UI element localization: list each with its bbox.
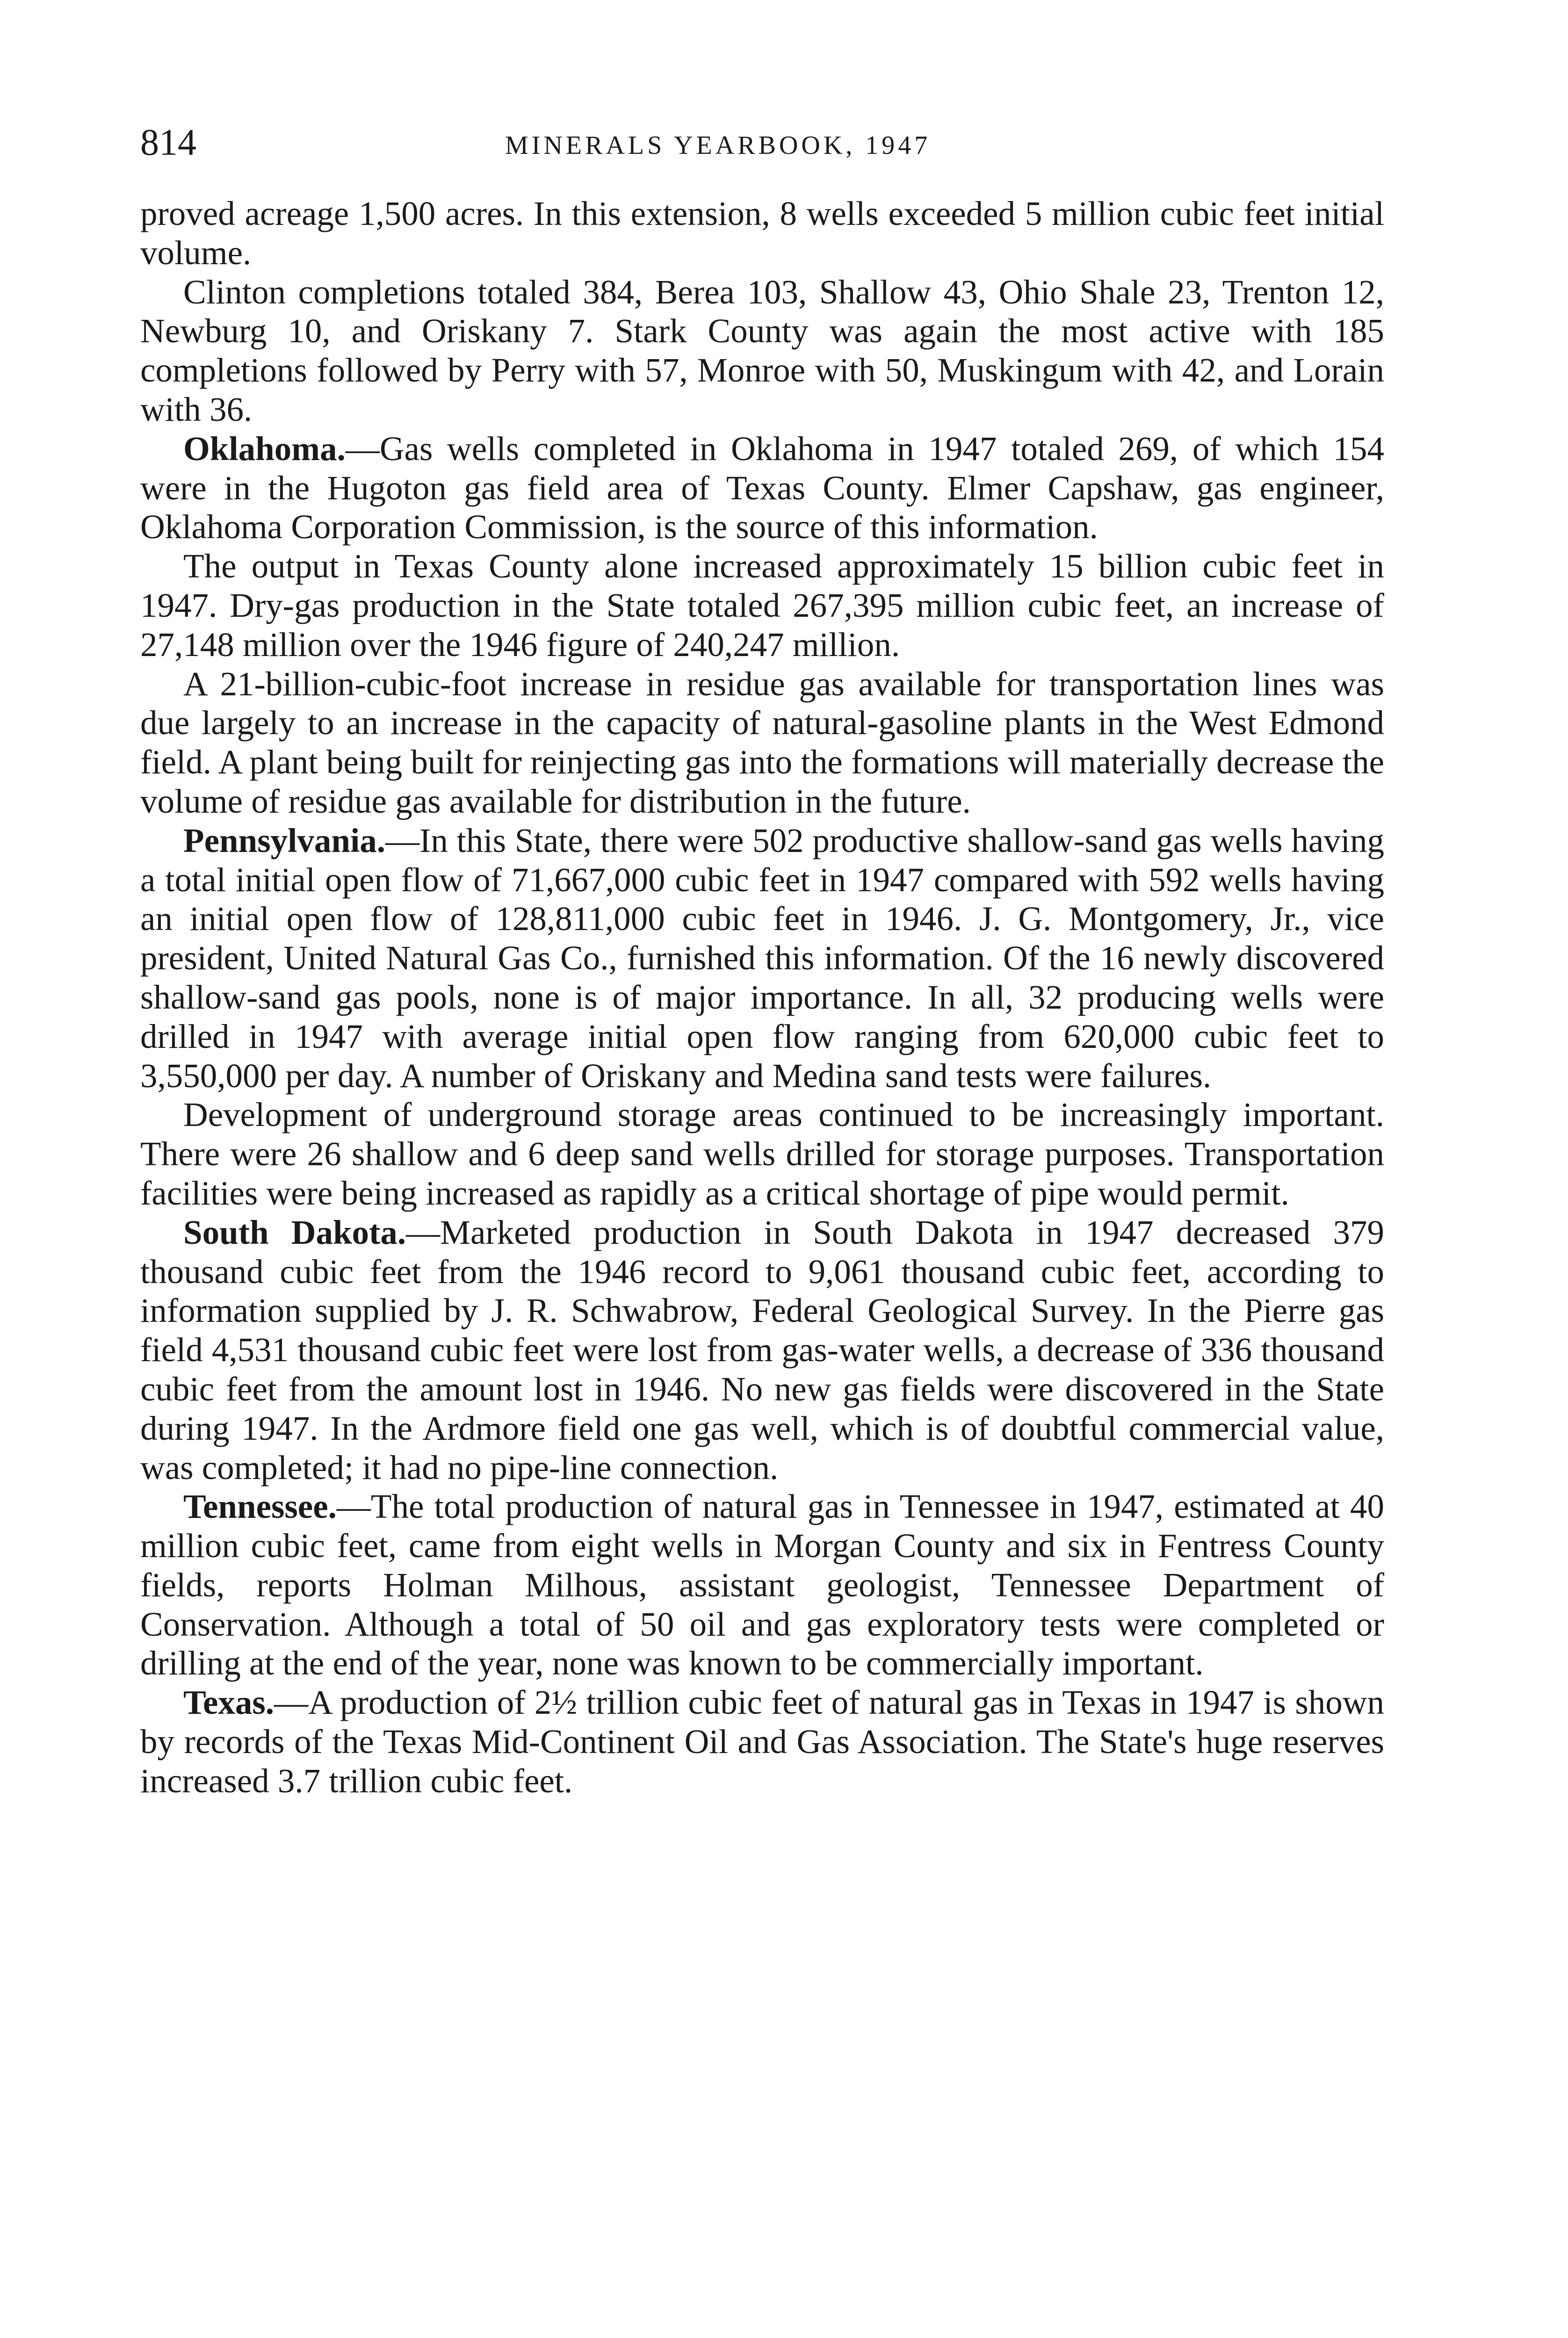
paragraph-text: —The total production of natural gas in Tennessee in 1947, estimated at 40 million cubic feet, came from eight wells in Morgan County and six in Fentress County fields, reports Holman Milhous, assistant geologist, Tennessee Department of Conservation. Although a total of 50 oil and gas exploratory tests were completed or drilling at the end of the year, none was known to be commercially important. — [140, 1487, 1384, 1682]
paragraph-tennessee — [140, 1487, 1384, 1683]
paragraph-underground-storage — [140, 1095, 1384, 1212]
paragraph-text: —Marketed production in South Dakota in 1947 decreased 379 thousand cubic feet from the 1946 record to 9,061 thousand cubic feet, according to information supplied by J. R. Schwabrow, Federal Geological Survey. In the Pierre gas field 4,531 thousand cubic feet were lost from gas-water wells, a decrease of 336 thousand cubic feet from the amount lost in 1946. No new gas fields were discovered in the State during 1947. In the Ardmore field one gas well, which is of doubtful commercial value, was completed; it had no pipe-line connection. — [140, 1213, 1384, 1487]
paragraph-text: The output in Texas County alone increased approximately 15 billion cubic feet in 1947. Dry-gas production in the State totaled 267,395 million cubic feet, an increase of 27,148 million over the 1946 figure of 240,247 million. — [140, 547, 1384, 664]
paragraph-text: Clinton completions totaled 384, Berea 103, Shallow 43, Ohio Shale 23, Trenton 12, Newburg 10, and Oriskany 7. Stark County was again the most active with 185 completions followed by Perry with 57, Monroe with 50, Muskingum with 42, and Lorain with 36. — [140, 273, 1384, 428]
section-heading-texas: Texas. — [183, 1683, 275, 1722]
paragraph-text: —In this State, there were 502 productive shallow-sand gas wells having a total initial open flow of 71,667,000 cubic feet in 1947 compared with 592 wells having an initial open flow of 128,811,000 cubic feet in 1946. J. G. Montgomery, Jr., vice president, United Natural Gas Co., furnished this information. Of the 16 newly discovered shallow-sand gas pools, none is of major importance. In all, 32 producing wells were drilled in 1947 with average initial open flow ranging from 620,000 cubic feet to 3,550,000 per day. A number of Oriskany and Medina sand tests were failures. — [140, 821, 1384, 1095]
paragraph-pennsylvania — [140, 821, 1384, 1096]
document-page — [140, 119, 1384, 1801]
section-heading-tennessee: Tennessee. — [183, 1487, 337, 1526]
running-head — [140, 119, 1384, 171]
section-heading-oklahoma: Oklahoma. — [183, 429, 346, 468]
running-title: MINERALS YEARBOOK, 1947 — [505, 131, 931, 160]
paragraph-text: proved acreage 1,500 acres. In this extension, 8 wells exceeded 5 million cubic feet initial volume. — [140, 195, 1384, 272]
paragraph-text: Development of underground storage areas continued to be increasingly important. There were 26 shallow and 6 deep sand wells drilled for storage purposes. Transportation facilities were being increased as rapidly as a critical shortage of pipe would permit. — [140, 1096, 1384, 1212]
section-heading-pennsylvania: Pennsylvania. — [183, 821, 386, 859]
body-text — [140, 194, 1384, 1801]
paragraph-text: —Gas wells completed in Oklahoma in 1947 totaled 269, of which 154 were in the Hugoton gas field area of Texas County. Elmer Capshaw, gas engineer, Oklahoma Corporation Commission, is the source of this information. — [140, 429, 1384, 546]
paragraph-text: —A production of 2½ trillion cubic feet of natural gas in Texas in 1947 is shown by records of the Texas Mid-Continent Oil and Gas Association. The State's huge reserves increased 3.7 trillion cubic feet. — [140, 1683, 1384, 1800]
paragraph-gas-acreage — [140, 194, 1384, 273]
paragraph-residue-gas — [140, 664, 1384, 821]
section-heading-south-dakota: South Dakota. — [183, 1213, 406, 1251]
page-number: 814 — [140, 122, 196, 163]
paragraph-texas — [140, 1683, 1384, 1800]
paragraph-ohio-completions — [140, 273, 1384, 429]
paragraph-south-dakota — [140, 1213, 1384, 1487]
paragraph-text: A 21-billion-cubic-foot increase in residue gas available for transportation lines was due largely to an increase in the capacity of natural-gasoline plants in the West Edmond field. A plant being built for reinjecting gas into the formations will materially decrease the volume of residue gas available for distribution in the future. — [140, 664, 1384, 820]
paragraph-texas-county-output — [140, 547, 1384, 664]
paragraph-oklahoma — [140, 429, 1384, 547]
